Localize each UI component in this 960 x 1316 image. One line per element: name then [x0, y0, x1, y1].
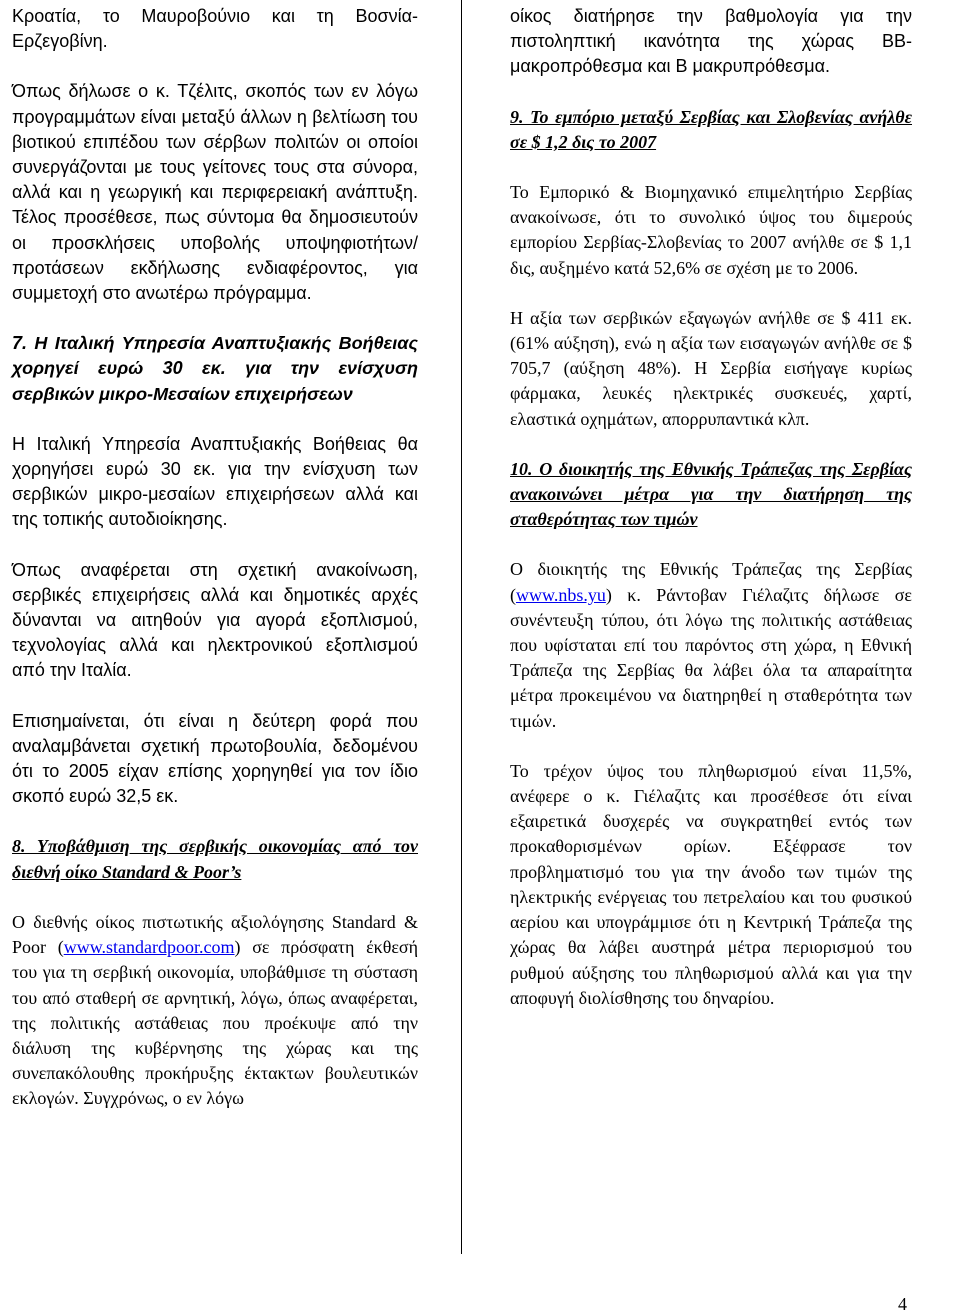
paragraph-jelic-statement: Όπως δήλωσε ο κ. Τζέλιτς, σκοπός των εν λόγω προγραμμάτων είναι μεταξύ άλλων η βελτίωση του βιοτικού επιπέδου των σέρβων πολιτών οι οποίοι συνεργάζονται με τους γείτονες τους στα σύνορα, αλλά και η γεωργική και περιφερειακή ανάπτυξη. Τέλος προσέθεσε, πως σύντομα θα δημοσιευτούν οι προσκλήσεις υποβολής υποψηφιοτήτων/προτάσεων εκδήλωσης ενδιαφέροντος, για συμμετοχή στο ανωτέρω πρόγραμμα.: [12, 81, 418, 304]
text-fragment: Ο διεθνής οίκος πιστωτικής αξιολόγησης Standard & Poor (: [12, 911, 418, 958]
paragraph-announcement: Όπως αναφέρεται στη σχετική ανακοίνωση, σερβικές επιχειρήσεις αλλά και δημοτικές αρχές δύνανται να αιτηθούν για αγορά εξοπλισμού, τεχνολογίας αλλά και ηλεκτρονικού εξοπλισμού από την Ιταλία.: [12, 559, 418, 681]
paragraph-governor: [510, 557, 912, 733]
text-fragment: ) σε πρόσφατη έκθεσή του για τη σερβική οικονομία, υποβάθμισε τη σύσταση του από σταθερή σε αρνητική, λόγω, όπως αναφέρεται, της πολιτικής αστάθειας που προέκυψε από την διάλυση της κυβέρνησης της χώρας και της συνεπακόλουθης προκήρυξης έκτακτων βουλευτικών εκλογών. Συγχρόνως, ο εν λόγω: [12, 937, 419, 1109]
paragraph-second-time: Επισημαίνεται, ότι είναι η δεύτερη φορά που αναλαμβάνεται σχετική πρωτοβουλία, δεδομένου ότι το 2005 είχαν επίσης χορηγηθεί για τον ίδιο σκοπό ευρώ 32,5 εκ.: [12, 710, 418, 807]
section-9-heading: 9. Το εμπόριο μεταξύ Σερβίας και Σλοβενίας ανήλθε σε $ 1,2 δις το 2007: [510, 106, 912, 152]
column-divider: [461, 0, 462, 1254]
section-10-heading: 10. Ο διοικητής της Εθνικής Τράπεζας της Σερβίας ανακοινώνει μέτρα για την διατήρηση της σταθερότητας των τιμών: [510, 458, 912, 530]
text-fragment: Ο διοικητής της Εθνικής Τράπεζας της Σερβίας (: [510, 559, 912, 605]
paragraph-exports: Η αξία των σερβικών εξαγωγών ανήλθε σε $ 411 εκ. (61% αύξηση), ενώ η αξία των εισαγωγών ανήλθε σε $ 705,7 (αύξηση 48%). Η Σερβία εισήγαγε κυρίως φάρμακα, λευκές ηλεκτρικές συσκευές, χαρτί, ελαστικά οχημάτων, απορρυπαντικά κλπ.: [510, 307, 912, 429]
page-number: 4: [898, 1294, 907, 1314]
paragraph-inflation: Το τρέχον ύψος του πληθωρισμού είναι 11,5%, ανέφερε ο κ. Γιέλαζιτς και προσέθεσε ότι είναι εξαιρετικά δυσχερές να συγκρατηθεί εντός των προκαθορισμένων ορίων. Εξέφρασε τον προβληματισμό του για την άνοδο των τιμών της ηλεκτρικής ενέργειας του πετρελαίου και του φυσικού αερίου και υπογράμμισε ότι η Κεντρική Τράπεζα της χώρας θα λάβει αυστηρά μέτρα περιορισμού του ρυθμού αύξησης του πληθωρισμού αλλά και για την αποφυγή διολίσθησης του δηναρίου.: [510, 760, 912, 1008]
paragraph-standard-poor: [12, 910, 418, 1112]
text-fragment: ) κ. Ράντοβαν Γιέλαζιτς δήλωσε σε συνέντευξη τύπου, ότι λόγω της πολιτικής αστάθειας που υφίσταται επί του παρόντος στη χώρα, η Εθνική Τράπεζα της Σερβίας θα λάβει όλα τα απαραίτητα μέτρα προκειμένου να διατηρηθεί η σταθερότητα των τιμών.: [510, 584, 912, 731]
section-7-heading: 7. Η Ιταλική Υπηρεσία Αναπτυξιακής Βοήθειας χορηγεί ευρώ 30 εκ. για την ενίσχυση σερβικών μικρο-Μεσαίων επιχειρήσεων: [12, 333, 418, 404]
right-column: [510, 4, 912, 1036]
standardpoor-link[interactable]: www.standardpoor.com: [63, 937, 235, 958]
paragraph-italian-agency: Η Ιταλική Υπηρεσία Αναπτυξιακής Βοήθειας θα χορηγήσει ευρώ 30 εκ. για την ενίσχυση των σερβικών μικρο-μεσαίων επιχειρήσεων αλλά και της τοπικής αυτοδιοίκησης.: [12, 433, 418, 530]
paragraph-croatia: Κροατία, το Μαυροβούνιο και τη Βοσνία-Ερζεγοβίνη.: [12, 6, 418, 52]
left-column: [12, 4, 418, 1137]
paragraph-rating-kept: οίκος διατήρησε την βαθμολογία για την πιστοληπτική ικανότητα της χώρας ΒΒ- μακροπρόθεσμα και Β μακρυπρόθεσμα.: [510, 6, 912, 77]
section-8-heading: 8. Υποβάθμιση της σερβικής οικονομίας από τον διεθνή οίκο Standard & Poor’s: [12, 836, 418, 882]
paragraph-chamber-trade: Το Εμπορικό & Βιομηχανικό επιμελητήριο Σερβίας ανακοίνωσε, ότι το συνολικό ύψος του διμερούς εμπορίου Σερβίας-Σλοβενίας το 2007 ανήλθε σε $ 1,1 δις, αυξημένο κατά 52,6% σε σχέση με το 2006.: [510, 182, 912, 278]
nbs-link[interactable]: www.nbs.yu: [516, 584, 606, 605]
